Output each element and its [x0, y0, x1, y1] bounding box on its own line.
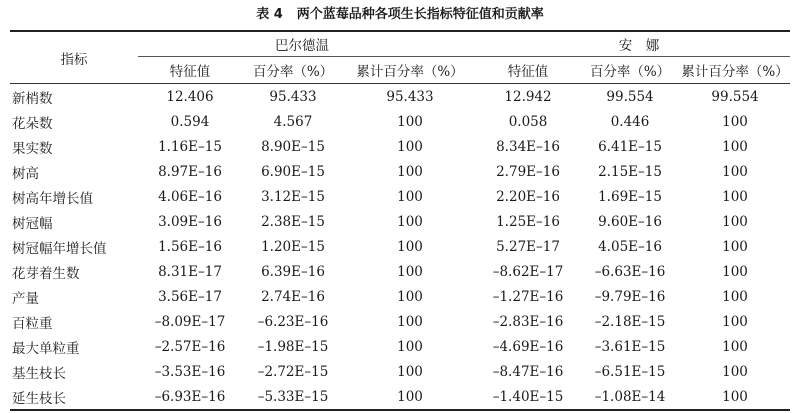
indicator-name: 基生枝长 [12, 365, 66, 382]
indicator-name: 花朵数 [12, 115, 53, 132]
table-cell: 100 [722, 113, 748, 130]
table-cell: 100 [722, 313, 748, 330]
table-cell: 100 [722, 363, 748, 380]
table-cell: 100 [722, 163, 748, 180]
table-title: 两个蓝莓品种各项生长指标特征值和贡献率 [296, 7, 544, 22]
table-cell: 0.058 [508, 113, 548, 130]
table-row [10, 259, 790, 284]
table-cell: –2.18E–15 [594, 313, 666, 330]
table-cell: –5.33E–15 [242, 384, 344, 410]
table-cell: 100 [722, 288, 748, 305]
table-cell: 2.20E–16 [496, 188, 560, 205]
table-number: 表 4 [256, 7, 283, 22]
column-header: 累计百分率（%） [344, 57, 476, 84]
table-cell: –6.51E–15 [594, 363, 666, 380]
table-row [10, 134, 790, 159]
table-cell: 100 [397, 363, 423, 380]
table-cell: 100 [397, 138, 423, 155]
indicator-name: 树高年增长值 [12, 190, 93, 207]
table-cell: 100 [397, 238, 423, 255]
table-cell: 9.60E–16 [598, 213, 662, 230]
table-cell: 95.433 [269, 88, 317, 105]
indicator-name: 树高 [12, 165, 39, 182]
table-row [10, 234, 790, 259]
column-header: 特征值 [138, 57, 242, 84]
table-cell: 2.15E–15 [598, 163, 662, 180]
column-header: 百分率（%） [580, 57, 680, 84]
table-cell: –1.40E–15 [476, 384, 580, 410]
table-cell: 100 [397, 313, 423, 330]
table-cell: –2.57E–16 [154, 338, 226, 355]
table-cell: 100 [397, 188, 423, 205]
table-cell: –8.62E–17 [492, 263, 564, 280]
table-row [10, 184, 790, 209]
column-header: 累计百分率（%） [680, 57, 790, 84]
table-row [10, 284, 790, 309]
table-cell: 8.90E–15 [261, 138, 325, 155]
column-header: 百分率（%） [242, 57, 344, 84]
table-cell: 100 [722, 238, 748, 255]
indicator-name: 最大单粒重 [12, 340, 80, 357]
table-cell: 1.56E–16 [158, 238, 222, 255]
table-body [10, 84, 790, 411]
table-cell: –3.53E–16 [154, 363, 226, 380]
indicator-name: 果实数 [12, 140, 53, 157]
table-cell: 8.31E–17 [158, 263, 222, 280]
table-cell: –1.98E–15 [257, 338, 329, 355]
table-cell: –6.23E–16 [257, 313, 329, 330]
table-row [10, 359, 790, 384]
table-row [10, 209, 790, 234]
table-cell: 8.34E–16 [496, 138, 560, 155]
table-cell: 1.25E–16 [496, 213, 560, 230]
table-cell: –1.08E–14 [580, 384, 680, 410]
table-cell: 2.38E–15 [261, 213, 325, 230]
table-cell: 100 [722, 188, 748, 205]
table-row [10, 309, 790, 334]
table-cell: –3.61E–15 [594, 338, 666, 355]
table-cell: 3.09E–16 [158, 213, 222, 230]
indicator-name: 新梢数 [12, 90, 53, 107]
table-cell: 2.79E–16 [496, 163, 560, 180]
table-cell: 100 [722, 263, 748, 280]
table-cell: –4.69E–16 [492, 338, 564, 355]
table-cell: 100 [722, 213, 748, 230]
table-cell: –8.09E–17 [154, 313, 226, 330]
table-cell: 4.05E–16 [598, 238, 662, 255]
table-cell: 100 [344, 384, 476, 410]
table-row [10, 84, 790, 110]
indicator-name: 树冠幅年增长值 [12, 240, 107, 257]
table-cell: –6.63E–16 [594, 263, 666, 280]
table-cell: 99.554 [711, 88, 759, 105]
indicator-header: 指标 [10, 31, 138, 84]
eigenvalue-table [10, 30, 790, 411]
indicator-name: 树冠幅 [12, 215, 53, 232]
table-cell: 100 [397, 113, 423, 130]
indicator-name: 产量 [12, 290, 39, 307]
table-cell: 3.56E–17 [158, 288, 222, 305]
table-cell: 5.27E–17 [496, 238, 560, 255]
table-cell: –2.72E–15 [257, 363, 329, 380]
table-cell: 95.433 [386, 88, 434, 105]
table-cell: 1.20E–15 [261, 238, 325, 255]
table-cell: 6.39E–16 [261, 263, 325, 280]
table-cell: 6.90E–15 [261, 163, 325, 180]
table-cell: 6.41E–15 [598, 138, 662, 155]
table-cell: –9.79E–16 [594, 288, 666, 305]
column-header: 特征值 [476, 57, 580, 84]
table-cell: 100 [722, 138, 748, 155]
table-cell: 100 [680, 384, 790, 410]
indicator-name: 花芽着生数 [12, 265, 80, 282]
indicator-name: 百粒重 [12, 315, 53, 332]
table-cell: 1.16E–15 [158, 138, 222, 155]
table-cell: 100 [397, 338, 423, 355]
table-row [10, 159, 790, 184]
table-row [10, 109, 790, 134]
table-cell: 8.97E–16 [158, 163, 222, 180]
table-cell: 12.406 [166, 88, 214, 105]
table-cell: –6.93E–16 [138, 384, 242, 410]
table-cell: 12.942 [504, 88, 552, 105]
table-cell: 1.69E–15 [598, 188, 662, 205]
table-cell: –1.27E–16 [492, 288, 564, 305]
table-cell: 100 [397, 288, 423, 305]
table-cell: 3.12E–15 [261, 188, 325, 205]
table-row [10, 334, 790, 359]
table-cell: 4.06E–16 [158, 188, 222, 205]
table-cell: –2.83E–16 [492, 313, 564, 330]
table-cell: 0.446 [610, 113, 650, 130]
indicator-name: 延生枝长 [10, 384, 138, 410]
table-row [10, 384, 790, 410]
table-cell: 99.554 [606, 88, 654, 105]
table-cell: 100 [397, 263, 423, 280]
table-cell: 2.74E–16 [261, 288, 325, 305]
cultivar-header-anna: 安 娜 [476, 31, 790, 57]
table-cell: 100 [722, 338, 748, 355]
table-cell: –8.47E–16 [492, 363, 564, 380]
cultivar-header-baldwin: 巴尔德温 [138, 31, 476, 57]
table-caption [0, 4, 800, 26]
table-cell: 100 [397, 163, 423, 180]
table-cell: 4.567 [273, 113, 313, 130]
table-cell: 100 [397, 213, 423, 230]
table-cell: 0.594 [170, 113, 210, 130]
